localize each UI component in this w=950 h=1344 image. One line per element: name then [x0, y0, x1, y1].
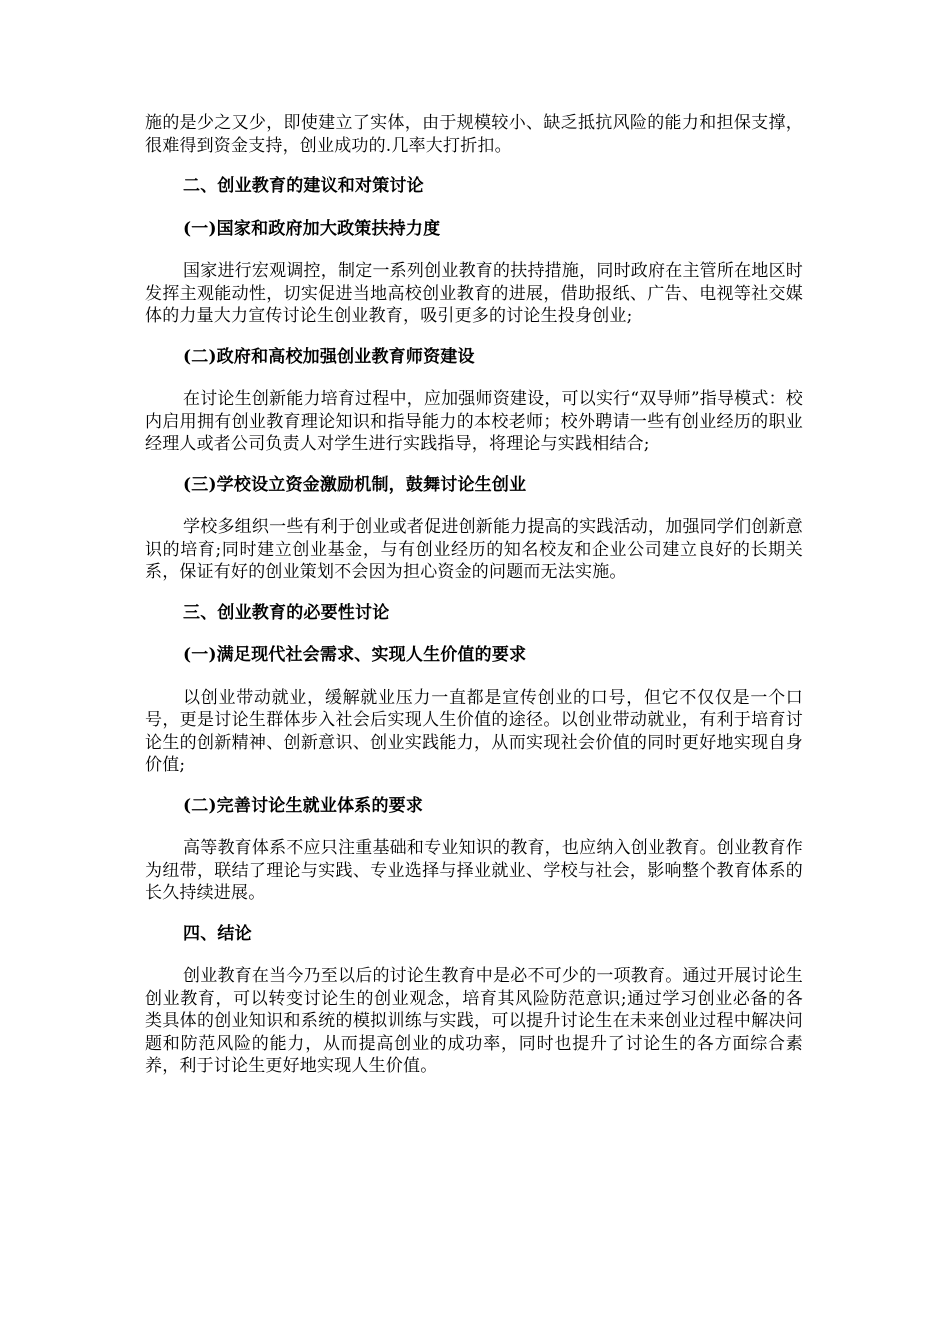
subsection-heading-3-1: (一)满足现代社会需求、实现人生价值的要求: [183, 645, 527, 665]
subsection-heading-2-1: (一)国家和政府加大政策扶持力度: [183, 218, 441, 239]
paragraph-fund-incentive: 学校多组织一些有利于创业或者促进创新能力提高的实践活动，加强同学们创新意识的培育;同时建立创业基金，与有创业经历的知名校友和企业公司建立良好的长期关系，保证有好的创业策划不会因为担心资金的问题而无法实施。: [145, 517, 803, 582]
subsection-heading-3-2: (二)完善讨论生就业体系的要求: [183, 795, 424, 816]
paragraph-policy-support: 国家进行宏观调控，制定一系列创业教育的扶持措施，同时政府在主管所在地区时发挥主观能动性，切实促进当地高校创业教育的进展，借助报纸、广告、电视等社交媒体的力量大力宣传讨论生创业教育，吸引更多的讨论生投身创业;: [145, 261, 803, 326]
section-heading-4: 四、结论: [183, 923, 252, 944]
section-heading-3: 三、创业教育的必要性讨论: [183, 602, 390, 623]
subsection-heading-2-2: (二)政府和高校加强创业教育师资建设: [183, 346, 475, 367]
subsection-heading-2-3: (三)学校设立资金激励机制，鼓舞讨论生创业: [183, 474, 527, 495]
document-page: [145, 112, 803, 1096]
paragraph-continued: 施的是少之又少，即使建立了实体，由于规模较小、缺乏抵抗风险的能力和担保支撑，很难得到资金支持，创业成功的.几率大打折扣。: [145, 113, 803, 156]
paragraph-conclusion: 创业教育在当今乃至以后的讨论生教育中是必不可少的一项教育。通过开展讨论生创业教育，可以转变讨论生的创业观念，培育其风险防范意识;通过学习创业必备的各类具体的创业知识和系统的模拟训练与实践，可以提升讨论生在未来创业过程中解决问题和防范风险的能力，从而提高创业的成功率，同时也提升了讨论生的各方面综合素养，利于讨论生更好地实现人生价值。: [145, 966, 803, 1076]
paragraph-employment-system: 高等教育体系不应只注重基础和专业知识的教育，也应纳入创业教育。创业教育作为纽带，联结了理论与实践、专业选择与择业就业、学校与社会，影响整个教育体系的长久持续进展。: [145, 838, 803, 903]
paragraph-social-needs: 以创业带动就业，缓解就业压力一直都是宣传创业的口号，但它不仅仅是一个口号，更是讨论生群体步入社会后实现人生价值的途径。以创业带动就业，有利于培育讨论生的创新精神、创新意识、创业实践能力，从而实现社会价值的同时更好地实现自身价值;: [145, 687, 803, 775]
section-heading-2: 二、创业教育的建议和对策讨论: [183, 176, 424, 196]
paragraph-teacher-building: 在讨论生创新能力培育过程中，应加强师资建设，可以实行“双导师”指导模式：校内启用拥有创业教育理论知识和指导能力的本校老师；校外聘请一些有创业经历的职业经理人或者公司负责人对学生进行实践指导，将理论与实践相结合;: [145, 389, 803, 454]
